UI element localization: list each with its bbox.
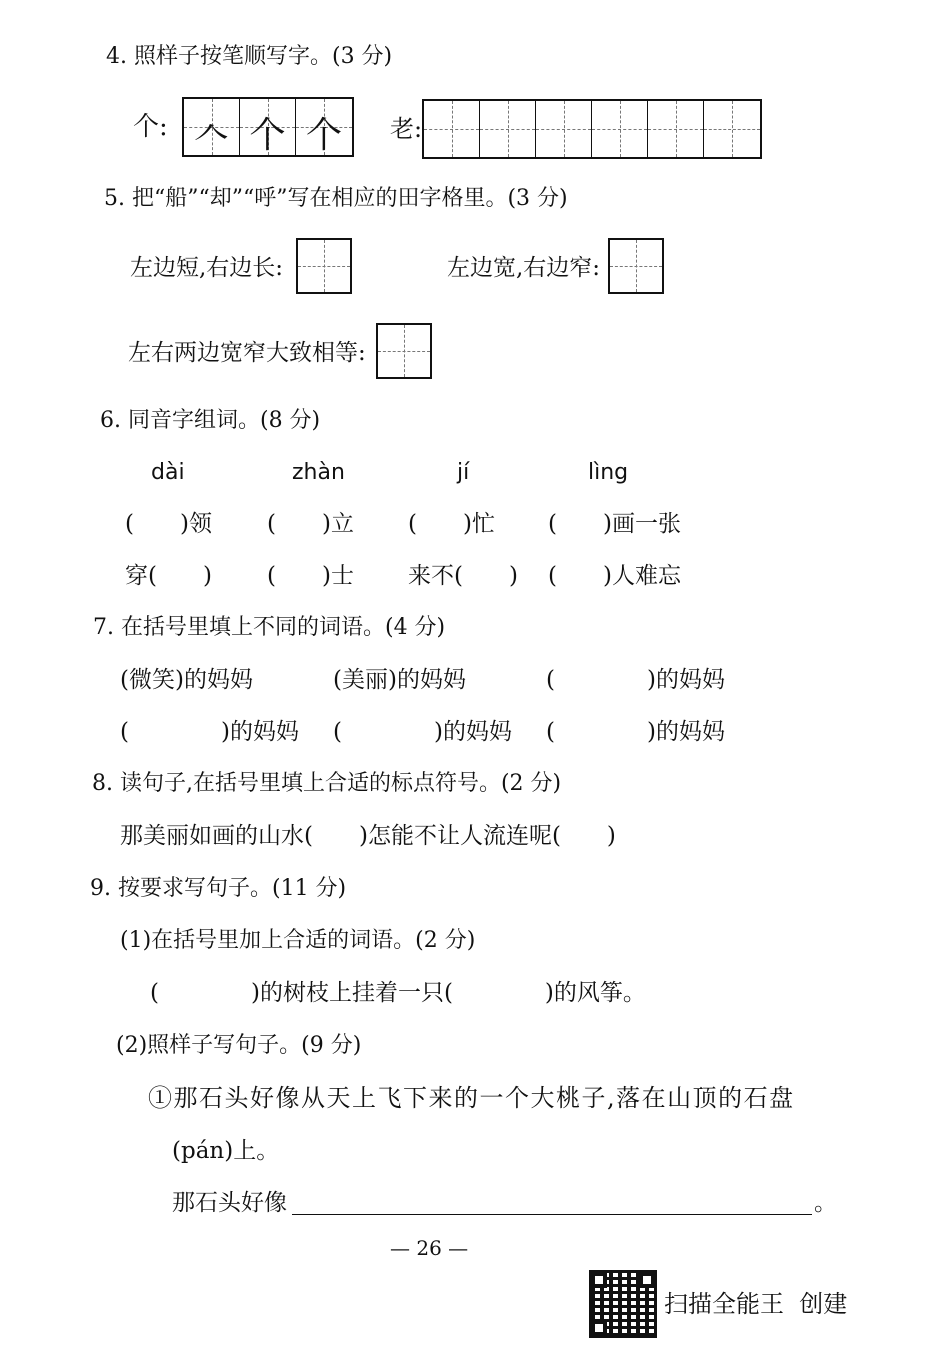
example-stroke-grid — [182, 97, 354, 157]
grid-cell — [184, 99, 240, 155]
tianzige-box-3[interactable] — [376, 323, 432, 379]
page-number: — 26 — — [390, 1236, 469, 1260]
q9-fill-prefix: 那石头好像 — [172, 1190, 287, 1216]
q6-heading: 6. 同音字组词。(8 分) — [100, 408, 321, 433]
q5-label-1: 左边短,右边长: — [130, 255, 284, 281]
q7-item: (美丽)的妈妈 — [333, 667, 466, 693]
q5-label-2: 左边宽,右边窄: — [447, 255, 601, 281]
q7-blank[interactable]: ( )的妈妈 — [120, 719, 299, 745]
q5-heading: 5. 把“船”“却”“呼”写在相应的田字格里。(3 分) — [104, 186, 568, 211]
q9-sub1-heading: (1)在括号里加上合适的词语。(2 分) — [120, 928, 476, 953]
q7-blank[interactable]: ( )的妈妈 — [333, 719, 512, 745]
pinyin-4: lìng — [588, 460, 629, 485]
q7-blank[interactable]: ( )的妈妈 — [546, 719, 725, 745]
q9-example-line-1: ①那石头好像从天上飞下来的一个大桃子,落在山顶的石盘 — [148, 1084, 795, 1112]
q6-blank[interactable]: ( )士 — [267, 563, 354, 589]
example-char-label: 个: — [133, 112, 168, 142]
scanner-watermark: 扫描全能王 创建 — [664, 1290, 848, 1318]
grid-cell — [296, 99, 352, 155]
answer-line[interactable] — [292, 1214, 812, 1215]
pinyin-2: zhàn — [292, 460, 345, 485]
grid-cell[interactable] — [480, 101, 536, 157]
q6-blank[interactable]: 穿( ) — [125, 563, 212, 589]
grid-cell[interactable] — [592, 101, 648, 157]
grid-cell[interactable] — [424, 101, 480, 157]
q6-blank[interactable]: ( )人难忘 — [548, 563, 681, 589]
q9-heading: 9. 按要求写句子。(11 分) — [90, 876, 347, 901]
q9-sub2-heading: (2)照样子写句子。(9 分) — [116, 1033, 362, 1058]
grid-cell — [240, 99, 296, 155]
q6-blank[interactable]: ( )立 — [267, 511, 354, 537]
q5-label-3: 左右两边宽窄大致相等: — [128, 340, 366, 366]
q6-blank[interactable]: ( )画一张 — [548, 511, 681, 537]
grid-cell[interactable] — [704, 101, 760, 157]
q9-sub1-sentence[interactable]: ( )的树枝上挂着一只( )的风筝。 — [150, 980, 646, 1006]
tianzige-box-2[interactable] — [608, 238, 664, 294]
q6-blank[interactable]: ( )领 — [125, 511, 212, 537]
qr-code-icon — [591, 1272, 655, 1336]
stroke-step-2: 个 — [249, 115, 286, 156]
grid-cell[interactable] — [536, 101, 592, 157]
stroke-step-1: 𠆢 — [193, 115, 230, 156]
task-char-label: 老: — [390, 115, 423, 143]
q8-sentence[interactable]: 那美丽如画的山水( )怎能不让人流连呢( ) — [120, 823, 616, 849]
tianzige-box-1[interactable] — [296, 238, 352, 294]
q7-heading: 7. 在括号里填上不同的词语。(4 分) — [93, 615, 446, 640]
stroke-step-3: 个 — [305, 115, 342, 156]
q7-blank[interactable]: ( )的妈妈 — [546, 667, 725, 693]
stroke-writing-grid[interactable] — [422, 99, 762, 159]
grid-cell[interactable] — [648, 101, 704, 157]
q7-item: (微笑)的妈妈 — [120, 667, 253, 693]
q4-heading: 4. 照样子按笔顺写字。(3 分) — [106, 44, 393, 69]
pinyin-1: dài — [151, 460, 185, 485]
q9-fill-suffix: 。 — [814, 1190, 837, 1216]
pinyin-3: jí — [457, 460, 470, 485]
q9-example-line-2: (pán)上。 — [172, 1138, 280, 1164]
q6-blank[interactable]: ( )忙 — [408, 511, 495, 537]
q8-heading: 8. 读句子,在括号里填上合适的标点符号。(2 分) — [92, 771, 562, 796]
q6-blank[interactable]: 来不( ) — [408, 563, 518, 589]
